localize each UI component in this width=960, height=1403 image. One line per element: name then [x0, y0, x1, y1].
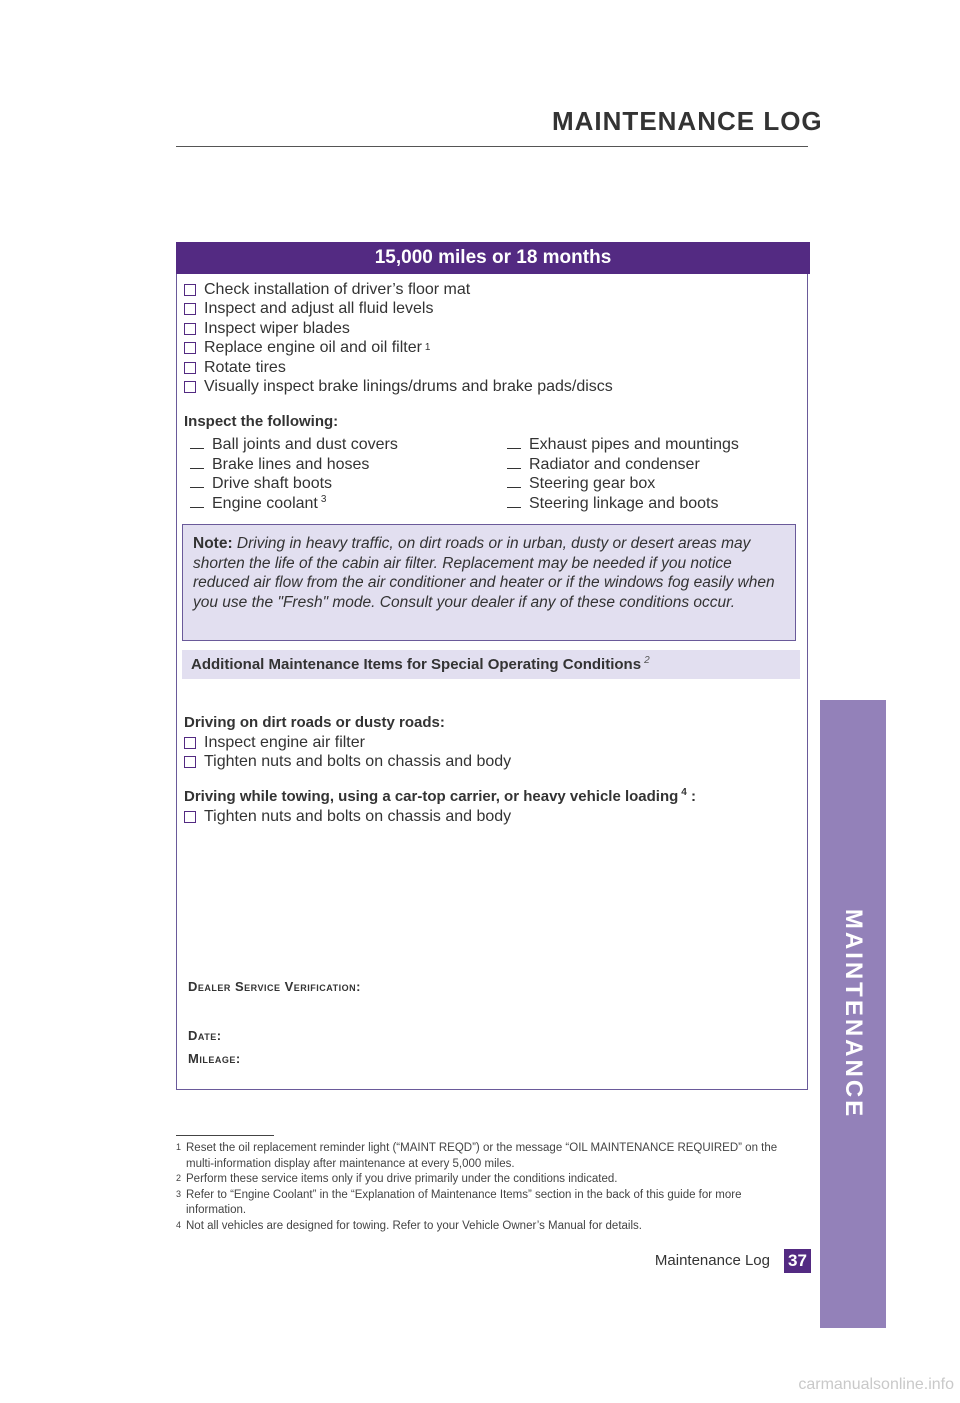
blank-line[interactable] [190, 436, 204, 449]
checkbox[interactable] [184, 756, 196, 768]
checkbox[interactable] [184, 362, 196, 374]
checkbox[interactable] [184, 737, 196, 749]
checkbox[interactable] [184, 303, 196, 315]
check-item[interactable] [184, 753, 794, 773]
footnote: 4 Not all vehicles are designed for towing. Refer to your Vehicle Owner’s Manual for details. [176, 1219, 642, 1232]
blank-line[interactable] [507, 475, 521, 488]
inspect-item: Steering gear box [507, 475, 807, 495]
footnote-ref: 2 [644, 655, 650, 666]
footnote-rule [176, 1135, 274, 1136]
check-item-label: Rotate tires [204, 358, 286, 376]
checkbox[interactable] [184, 381, 196, 393]
towing-heading: Driving while towing, using a car-top carrier, or heavy vehicle loading $^4$ : [184, 787, 697, 805]
blank-line[interactable] [190, 456, 204, 469]
additional-maintenance-title: Additional Maintenance Items for Special Operating Conditions [191, 656, 642, 673]
inspect-item: Steering linkage and boots [507, 495, 807, 515]
checkbox[interactable] [184, 323, 196, 335]
additional-maintenance-bar [182, 650, 800, 679]
check-item-label: Inspect wiper blades [204, 319, 350, 337]
maintenance-card [176, 242, 808, 1090]
page-header-title: MAINTENANCE LOG [552, 106, 823, 136]
check-item-label: Inspect and adjust all fluid levels [204, 300, 434, 318]
blank-line[interactable] [507, 456, 521, 469]
checklist [184, 280, 794, 397]
side-tab [820, 700, 886, 1328]
check-item[interactable] [184, 319, 794, 339]
note-box [182, 524, 796, 641]
footnotes [176, 1141, 796, 1234]
note-text: Driving in heavy traffic, on dirt roads or in urban, dusty or desert areas may shorten the life of the cabin air filter. Replacement may be needed if you notice reduced air flow from the air conditioner and heater or if the windows fog easily when you use the "Fresh" mode. Consult your dealer if any of these conditions occur. [193, 535, 775, 611]
check-item-label: Inspect engine air filter [204, 733, 365, 751]
check-item-label: Visually inspect brake linings/drums and brake pads/discs [204, 378, 613, 396]
check-item-label: Replace engine oil and oil filter [204, 339, 422, 357]
footnote-ref: 3 [320, 493, 327, 505]
check-item-label: Tighten nuts and bolts on chassis and body [204, 807, 512, 825]
checkbox[interactable] [184, 342, 196, 354]
footnote: 3 Refer to “Engine Coolant” in the “Explanation of Maintenance Items” section in the back of this guide for more information. [176, 1188, 742, 1216]
page-number: 37 [784, 1249, 811, 1273]
note-label: Note: [193, 535, 233, 552]
blank-line[interactable] [507, 495, 521, 508]
date-label: Date: [188, 1028, 222, 1043]
card-title: 15,000 miles or 18 months [176, 242, 810, 274]
inspect-item: Exhaust pipes and mountings [507, 436, 807, 456]
blank-line[interactable] [507, 436, 521, 449]
check-item[interactable]: Replace engine oil and oil filter 1 [184, 339, 794, 359]
checkbox[interactable] [184, 811, 196, 823]
watermark: carmanualsonline.info [798, 1376, 954, 1393]
dirt-roads-heading: Driving on dirt roads or dusty roads: [184, 714, 445, 731]
inspect-item: Drive shaft boots [190, 475, 490, 495]
blank-line[interactable] [190, 475, 204, 488]
check-item[interactable] [184, 300, 794, 320]
footnote-ref: 4 [681, 787, 687, 798]
dirt-roads-list [184, 733, 794, 772]
inspect-column-left [190, 436, 490, 514]
header-rule [176, 146, 808, 147]
page-footer-label: Maintenance Log [654, 1252, 770, 1269]
inspect-item: Engine coolant $^3$ [190, 495, 490, 515]
check-item-label: Tighten nuts and bolts on chassis and body [204, 753, 512, 771]
footnote: 2 Perform these service items only if you drive primarily under the conditions indicated. [176, 1173, 618, 1185]
footnote: 1 Reset the oil replacement reminder light (“MAINT REQD”) or the message “OIL MAINTENANCE REQUIRED” on the multi-information display after maintenance at every 5,000 miles. [176, 1142, 778, 1170]
checkbox[interactable] [184, 284, 196, 296]
blank-line[interactable] [190, 495, 204, 508]
inspect-column-right [507, 436, 807, 514]
inspect-heading: Inspect the following: [184, 413, 339, 430]
check-item[interactable] [184, 358, 794, 378]
dealer-verification-label: Dealer Service Verification: [188, 979, 361, 994]
side-tab-label: MAINTENANCE [840, 908, 867, 1120]
check-item[interactable] [184, 733, 794, 753]
check-item[interactable] [184, 378, 794, 398]
towing-list [184, 807, 794, 827]
inspect-item: Ball joints and dust covers [190, 436, 490, 456]
mileage-label: Mileage: [188, 1051, 241, 1066]
check-item[interactable] [184, 280, 794, 300]
check-item[interactable] [184, 807, 794, 827]
inspect-item: Brake lines and hoses [190, 456, 490, 476]
inspect-item: Radiator and condenser [507, 456, 807, 476]
check-item-label: Check installation of driver’s floor mat [204, 280, 471, 298]
